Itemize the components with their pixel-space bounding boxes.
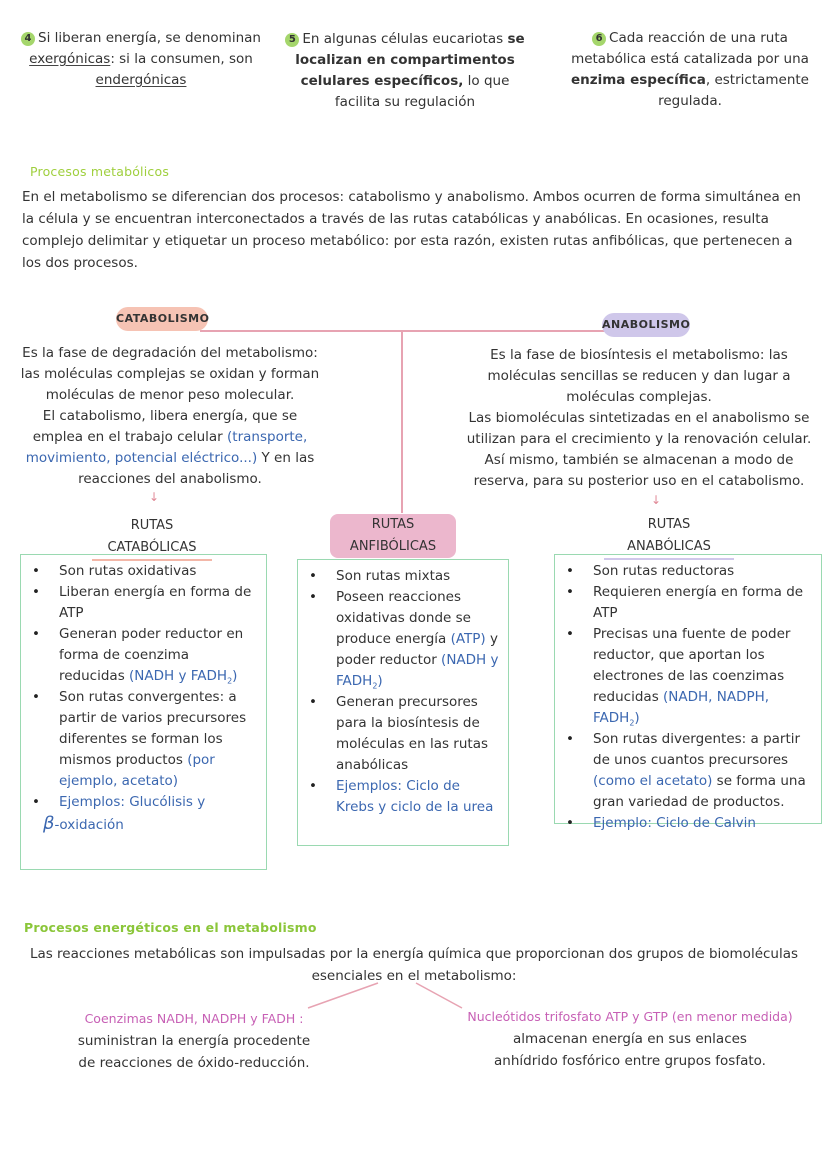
- list-item: • Requieren energía en forma de ATP: [593, 582, 813, 624]
- note-number-5: 5: [285, 33, 299, 47]
- procesos-text: En el metabolismo se diferencian dos procesos: catabolismo y anabolismo. Ambos ocurren de forma simultánea en la célula y se encuentran interconectados a través de las rutas catabólicas y anabólicas. En ocasiones, resulta complejo delimitar y etiquetar un proceso metabólico: por esta razón, existen rutas anfibólicas, que pertenecen a los dos procesos.: [22, 189, 801, 271]
- connector-vertical: [401, 330, 403, 513]
- energeticos-heading: Procesos energéticos en el metabolismo: [24, 920, 317, 935]
- anabolismo-description: Es la fase de biosíntesis el metabolismo: las moléculas sencillas se reducen y dan lugar a moléculas complejas. Las biomoléculas sintetizadas en el anabolismo se utilizan para el crecimiento y la renovación celular. Así mismo, también se almacenan a modo de reserva, para su posterior uso en el catabolismo.: [466, 347, 812, 489]
- list-item: • Generan precursores para la biosíntesis de moléculas en las rutas anabólicas: [336, 692, 500, 776]
- catabolismo-description: Es la fase de degradación del metabolismo: las moléculas complejas se oxidan y forman moléculas de menor peso molecular. El catabolismo, libera energía, que se emplea en el trabajo celular (transporte, movimiento, potencial eléctrico...) Y en las reacciones del anabolismo.: [20, 345, 320, 487]
- coenzimas-title: Coenzimas NADH, NADPH y FADH :: [84, 1011, 304, 1026]
- note-5: 5 En algunas células eucariotas se localizan en compartimentos celulares específicos, lo que facilita su regulación: [282, 29, 528, 113]
- catabolismo-pill: CATABOLISMO: [116, 307, 208, 331]
- coenzimas-text: suministran la energía procedente de reacciones de óxido-reducción.: [77, 1033, 311, 1071]
- list-item: • Ejemplos: Glucólisis y: [59, 792, 258, 813]
- rutas-anabolicas-title: RUTAS ANABÓLICAS: [604, 514, 734, 560]
- anabolismo-pill: ANABOLISMO: [602, 313, 690, 337]
- list-item: • Son rutas reductoras: [593, 561, 813, 582]
- nucleotidos-text: almacenan energía en sus enlaces anhídrido fosfórico entre grupos fosfato.: [494, 1031, 766, 1069]
- rutas-anabolicas-box: [554, 554, 822, 831]
- nucleotidos-title: Nucleótidos trifosfato ATP y GTP (en menor medida): [467, 1009, 793, 1024]
- energeticos-text: Las reacciones metabólicas son impulsadas por la energía química que proporcionan dos grupos de biomoléculas esenciales en el metabolismo:: [29, 946, 799, 984]
- list-item: • Son rutas mixtas: [336, 566, 500, 587]
- beta-symbol: β: [43, 813, 55, 834]
- procesos-heading: Procesos metabólicos: [30, 164, 170, 179]
- rutas-anfibolicas-box: [297, 559, 509, 846]
- list-item: • Generan poder reductor en forma de coenzima reducidas (NADH y $FADH_2$): [59, 624, 258, 687]
- branch-left: [308, 983, 378, 1008]
- list-item: • Son rutas convergentes: a partir de varios precursores diferentes se forman los mismos productos (por ejemplo, acetato): [59, 687, 258, 792]
- rutas-catabolicas-title: RUTAS CATABÓLICAS: [92, 515, 212, 561]
- branch-right: [416, 983, 462, 1008]
- list-item: • Ejemplo: Ciclo de Calvin: [593, 813, 813, 834]
- list-item: • Son rutas divergentes: a partir de unos cuantos precursores (como el acetato) se forma una gran variedad de productos.: [593, 729, 813, 813]
- note-4: 4 Si liberan energía, se denominan exergónicas: si la consumen, son endergónicas: [18, 28, 264, 91]
- list-item: • Precisas una fuente de poder reductor, que aportan los electrones de las coenzimas reducidas (NADH, NADPH, $FADH_2$): [593, 624, 813, 729]
- list-item: • Son rutas oxidativas: [59, 561, 258, 582]
- coenzimas-block: [76, 1008, 312, 1074]
- note-number-6: 6: [592, 32, 606, 46]
- connector-horizontal: [200, 330, 610, 332]
- arrow-down-icon: ↓: [651, 493, 662, 507]
- list-item: • Ejemplos: Ciclo de Krebs y ciclo de la urea: [336, 776, 500, 818]
- beta-oxidacion: β-oxidación: [43, 813, 124, 834]
- list-item: • Poseen reacciones oxidativas donde se produce energía (ATP) y poder reductor (NADH y $FADH_2$): [336, 587, 500, 692]
- list-item: • Liberan energía en forma de ATP: [59, 582, 258, 624]
- energeticos-branches: [290, 980, 480, 1010]
- note-number-4: 4: [21, 32, 35, 46]
- rutas-anfibolicas-title: RUTAS ANFIBÓLICAS: [330, 514, 456, 558]
- arrow-down-icon: ↓: [149, 490, 160, 504]
- note-6: 6 Cada reacción de una ruta metabólica está catalizada por una enzima específica, estrictamente regulada.: [570, 30, 809, 109]
- nucleotidos-block: [462, 1006, 798, 1072]
- rutas-catabolicas-box: [20, 554, 267, 870]
